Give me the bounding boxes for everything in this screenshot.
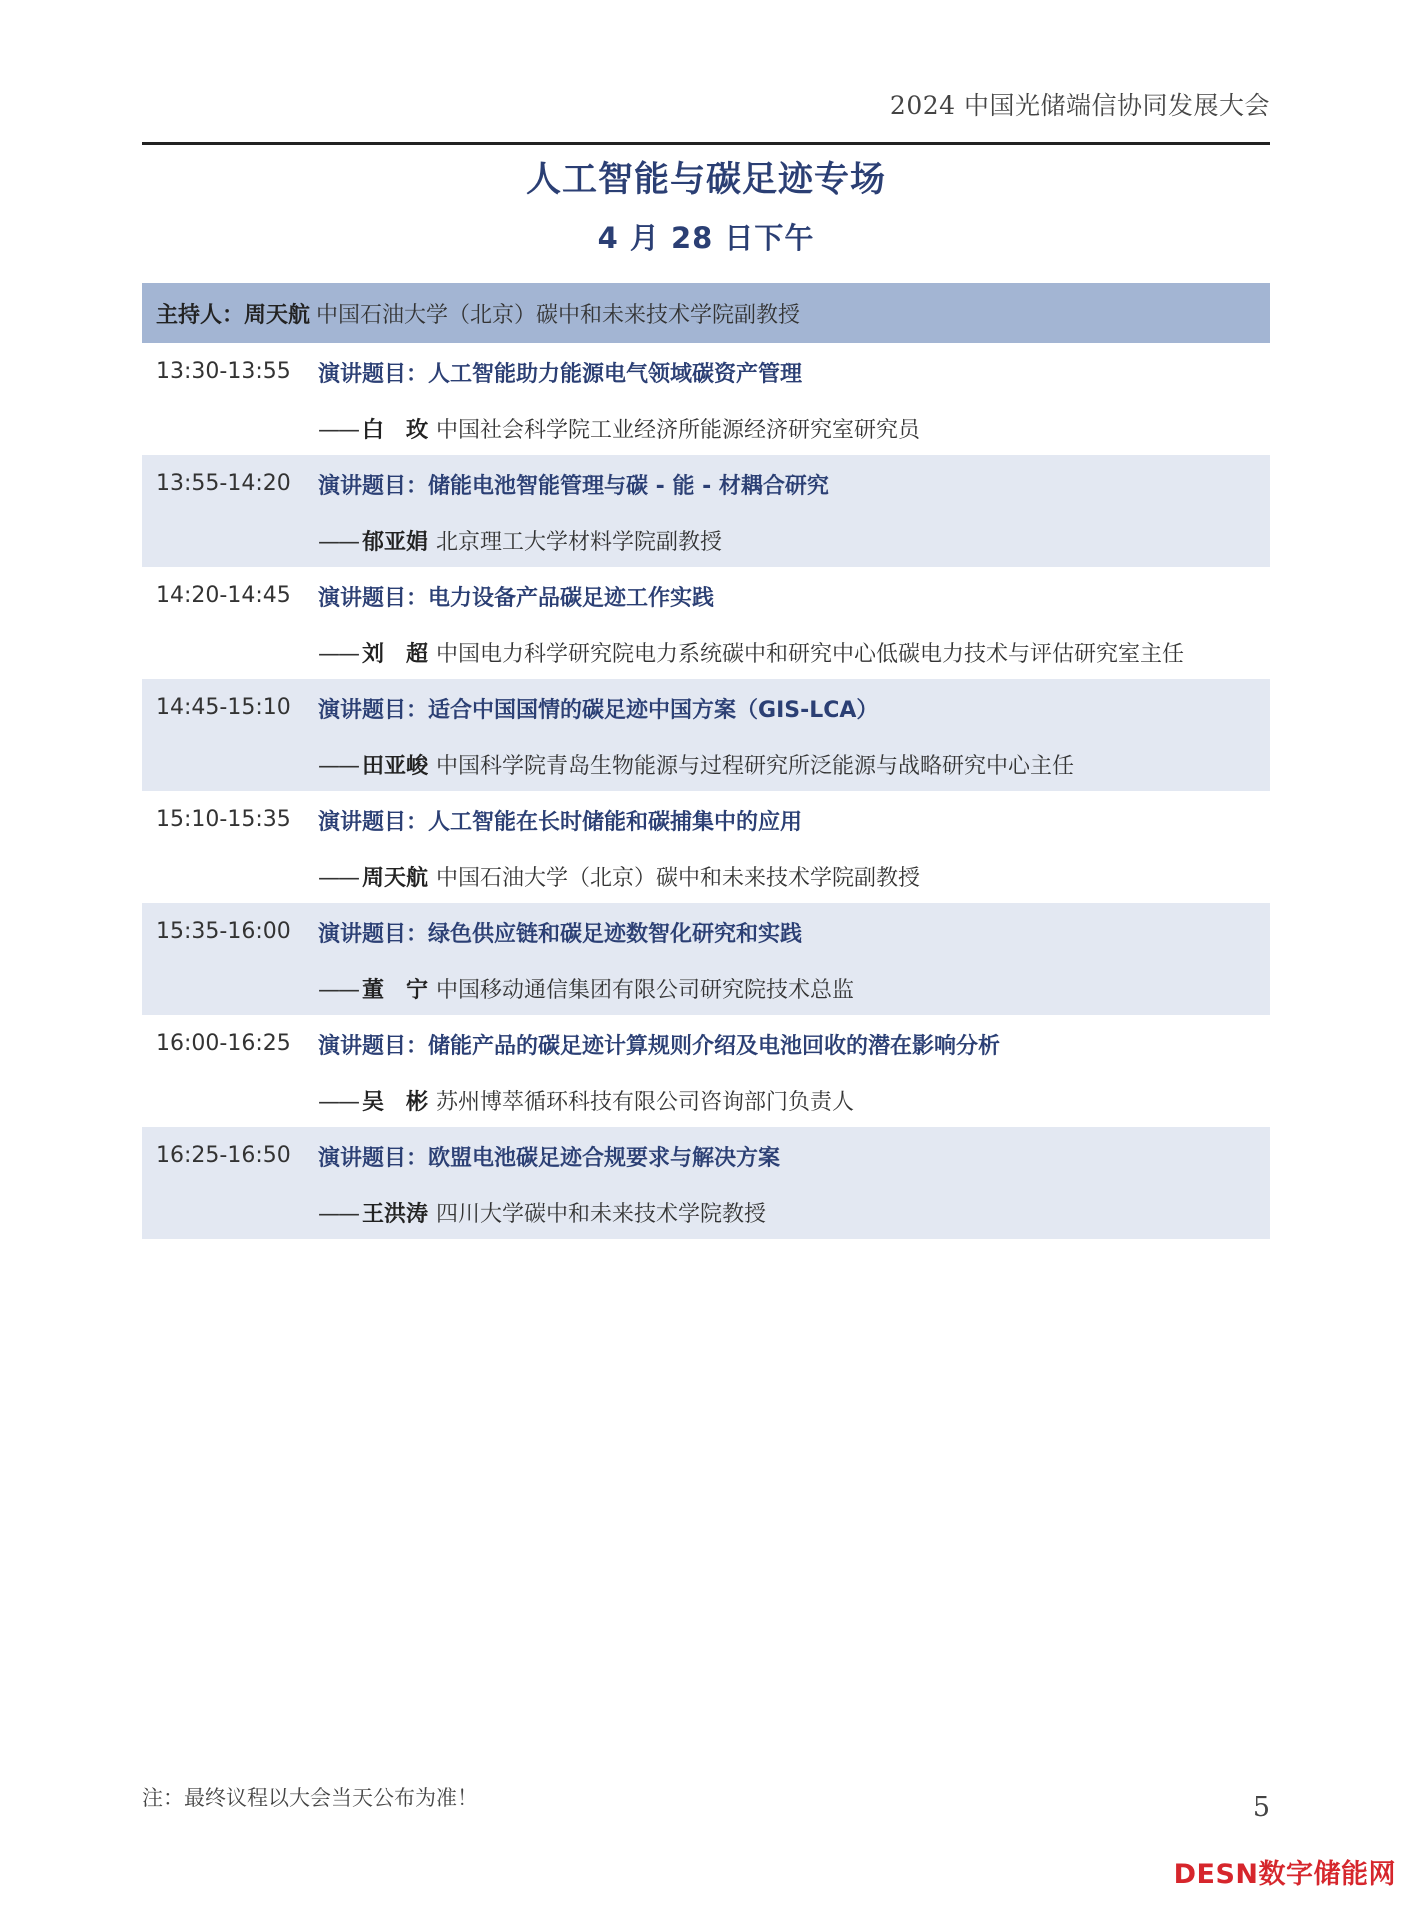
speaker-affiliation: 中国电力科学研究院电力系统碳中和研究中心低碳电力技术与评估研究室主任 bbox=[436, 642, 1185, 667]
topic-prefix: 演讲题目： bbox=[318, 698, 429, 723]
session-speaker bbox=[318, 525, 722, 556]
session-row bbox=[142, 679, 1270, 791]
section-date: 4 月 28 日下午 bbox=[597, 221, 815, 255]
topic-prefix: 演讲题目： bbox=[318, 810, 429, 835]
speaker-name: 周天航 bbox=[362, 866, 429, 891]
topic-text: 人工智能助力能源电气领域碳资产管理 bbox=[428, 362, 803, 387]
page-number: 5 bbox=[1252, 1792, 1270, 1823]
speaker-name: 吴 彬 bbox=[362, 1090, 429, 1115]
session-time: 16:00-16:25 bbox=[156, 1031, 291, 1056]
schedule-table bbox=[142, 283, 1270, 1239]
topic-prefix: 演讲题目： bbox=[318, 1146, 429, 1171]
speaker-dash: —— bbox=[318, 754, 358, 779]
topic-text: 绿色供应链和碳足迹数智化研究和实践 bbox=[428, 922, 803, 947]
host-row bbox=[142, 283, 1270, 343]
speaker-name: 白 玫 bbox=[362, 418, 429, 443]
session-row bbox=[142, 903, 1270, 1015]
topic-text: 储能产品的碳足迹计算规则介绍及电池回收的潜在影响分析 bbox=[428, 1034, 1001, 1059]
session-speaker bbox=[318, 749, 1074, 780]
topic-text: 储能电池智能管理与碳 - 能 - 材耦合研究 bbox=[428, 474, 829, 499]
speaker-name: 刘 超 bbox=[362, 642, 429, 667]
session-time: 15:35-16:00 bbox=[156, 919, 291, 944]
session-topic bbox=[318, 357, 802, 388]
session-speaker bbox=[318, 1197, 766, 1228]
host-label: 主持人： bbox=[156, 302, 245, 328]
session-topic bbox=[318, 805, 802, 836]
topic-text: 人工智能在长时储能和碳捕集中的应用 bbox=[428, 810, 803, 835]
host-affiliation: 中国石油大学（北京）碳中和未来技术学院副教授 bbox=[316, 302, 801, 328]
conference-title: 2024 中国光储端信协同发展大会 bbox=[889, 91, 1270, 120]
speaker-name: 田亚峻 bbox=[362, 754, 429, 779]
session-row bbox=[142, 567, 1270, 679]
speaker-affiliation: 中国科学院青岛生物能源与过程研究所泛能源与战略研究中心主任 bbox=[436, 754, 1075, 779]
session-row bbox=[142, 1127, 1270, 1239]
speaker-affiliation: 苏州博萃循环科技有限公司咨询部门负责人 bbox=[436, 1090, 855, 1115]
host-name: 周天航 bbox=[244, 302, 311, 328]
speaker-affiliation: 中国社会科学院工业经济所能源经济研究室研究员 bbox=[436, 418, 921, 443]
session-time: 15:10-15:35 bbox=[156, 807, 291, 832]
session-topic bbox=[318, 1141, 780, 1172]
session-time: 13:30-13:55 bbox=[156, 359, 291, 384]
session-topic bbox=[318, 917, 802, 948]
speaker-name: 董 宁 bbox=[362, 978, 429, 1003]
session-speaker bbox=[318, 1085, 854, 1116]
session-topic bbox=[318, 581, 714, 612]
session-time: 13:55-14:20 bbox=[156, 471, 291, 496]
speaker-dash: —— bbox=[318, 642, 358, 667]
speaker-dash: —— bbox=[318, 1090, 358, 1115]
session-row bbox=[142, 343, 1270, 455]
speaker-dash: —— bbox=[318, 866, 358, 891]
speaker-dash: —— bbox=[318, 978, 358, 1003]
footnote: 注：最终议程以大会当天公布为准！ bbox=[142, 1786, 478, 1810]
session-time: 14:45-15:10 bbox=[156, 695, 291, 720]
speaker-name: 王洪涛 bbox=[362, 1202, 429, 1227]
speaker-dash: —— bbox=[318, 1202, 358, 1227]
speaker-affiliation: 北京理工大学材料学院副教授 bbox=[436, 530, 723, 555]
session-topic bbox=[318, 693, 878, 724]
speaker-dash: —— bbox=[318, 530, 358, 555]
speaker-affiliation: 四川大学碳中和未来技术学院教授 bbox=[436, 1202, 767, 1227]
speaker-affiliation: 中国石油大学（北京）碳中和未来技术学院副教授 bbox=[436, 866, 921, 891]
topic-prefix: 演讲题目： bbox=[318, 362, 429, 387]
session-speaker bbox=[318, 637, 1184, 668]
speaker-name: 郁亚娟 bbox=[362, 530, 429, 555]
section-title: 人工智能与碳足迹专场 bbox=[525, 160, 886, 200]
speaker-dash: —— bbox=[318, 418, 358, 443]
topic-prefix: 演讲题目： bbox=[318, 474, 429, 499]
topic-text: 欧盟电池碳足迹合规要求与解决方案 bbox=[428, 1146, 781, 1171]
session-row bbox=[142, 1015, 1270, 1127]
session-time: 14:20-14:45 bbox=[156, 583, 291, 608]
session-speaker bbox=[318, 861, 920, 892]
header-divider bbox=[142, 142, 1270, 145]
topic-prefix: 演讲题目： bbox=[318, 1034, 429, 1059]
session-topic bbox=[318, 1029, 1000, 1060]
topic-text: 适合中国国情的碳足迹中国方案（GIS-LCA） bbox=[428, 698, 879, 723]
topic-prefix: 演讲题目： bbox=[318, 586, 429, 611]
topic-prefix: 演讲题目： bbox=[318, 922, 429, 947]
session-time: 16:25-16:50 bbox=[156, 1143, 291, 1168]
session-row bbox=[142, 791, 1270, 903]
session-row bbox=[142, 455, 1270, 567]
session-speaker bbox=[318, 973, 854, 1004]
speaker-affiliation: 中国移动通信集团有限公司研究院技术总监 bbox=[436, 978, 855, 1003]
watermark-logo: DESN数字储能网 bbox=[1173, 1859, 1396, 1890]
topic-text: 电力设备产品碳足迹工作实践 bbox=[428, 586, 715, 611]
session-speaker bbox=[318, 413, 920, 444]
session-topic bbox=[318, 469, 829, 500]
